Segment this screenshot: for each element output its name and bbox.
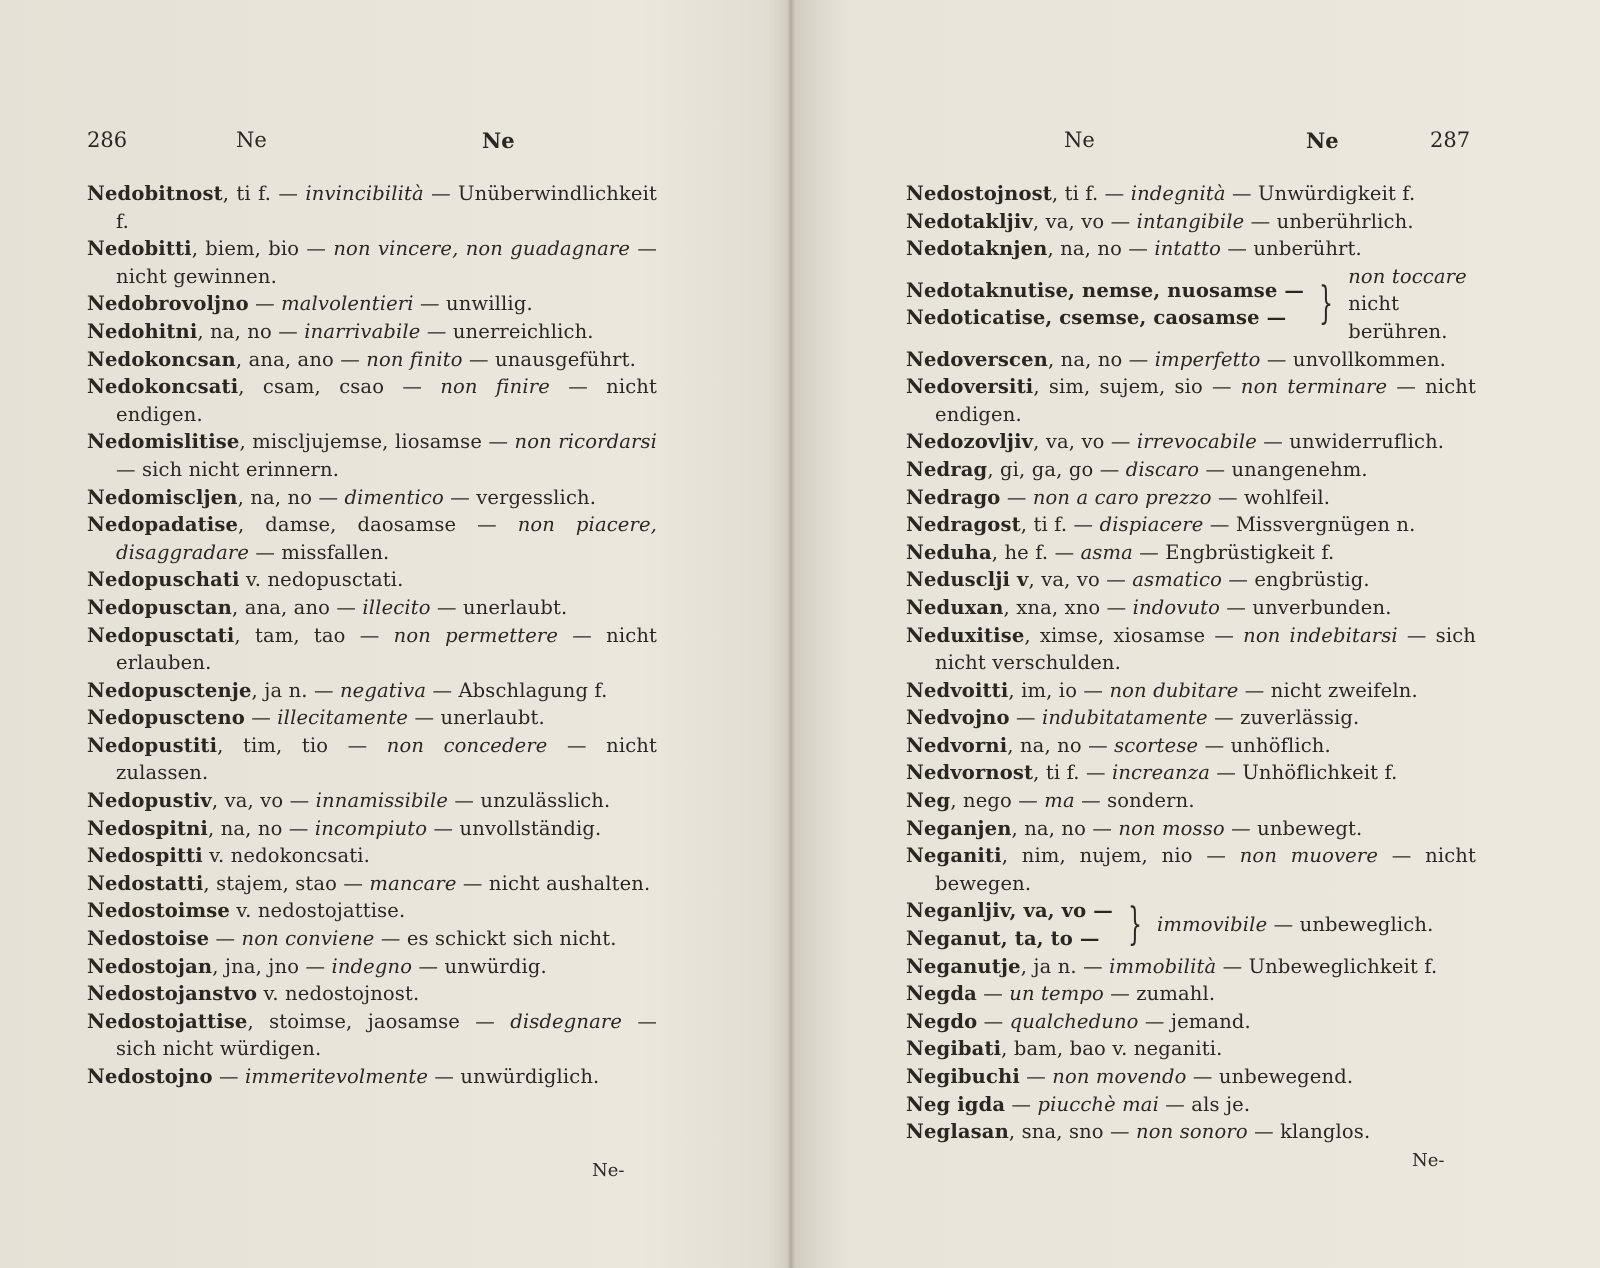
entry-headword: Nedvorni bbox=[906, 733, 1008, 757]
entry-forms: , im, io — bbox=[1008, 678, 1110, 702]
entry-italian: non finito bbox=[366, 347, 463, 371]
dictionary-entry bbox=[87, 953, 657, 981]
entry-german: — unwürdig. bbox=[412, 954, 547, 978]
dictionary-entry bbox=[87, 897, 657, 925]
page-number: 287 bbox=[1430, 128, 1471, 152]
entry-italian: indegno bbox=[331, 954, 413, 978]
entry-italian: invincibilità bbox=[305, 182, 424, 205]
entry-forms: , csam, csao — bbox=[238, 375, 441, 399]
entry-italian: non a caro prezzo bbox=[1032, 485, 1212, 509]
entry-german: — unbewegt. bbox=[1224, 816, 1363, 840]
entry-forms: , sna, sno — bbox=[1008, 1120, 1137, 1144]
entry-german: — als je. bbox=[1158, 1092, 1251, 1116]
page-number: 286 bbox=[87, 128, 128, 152]
entry-german: — unberührlich. bbox=[1244, 209, 1414, 233]
entry-forms: , va, vo — bbox=[1033, 430, 1137, 454]
entry-german: — Abschlagung f. bbox=[426, 678, 608, 702]
left-page-header bbox=[0, 128, 790, 158]
entry-forms: , stoimse, jaosamse — bbox=[247, 1009, 511, 1033]
entry-headword: Nedusclji v bbox=[906, 568, 1029, 592]
entry-italian: irrevocabile bbox=[1136, 430, 1257, 454]
entry-headword: Nedomislitise bbox=[87, 430, 240, 454]
entry-headword: Nedokoncsati bbox=[87, 375, 239, 399]
dictionary-entry bbox=[906, 622, 1476, 677]
dictionary-entry bbox=[906, 235, 1476, 263]
running-head-inner: Ne bbox=[482, 128, 515, 153]
dictionary-entry bbox=[87, 484, 657, 512]
entry-german: — Unüberwindlichkeit f. bbox=[116, 182, 657, 233]
entry-german: — unangenehm. bbox=[1199, 457, 1368, 481]
entry-headword: Nedospitni bbox=[87, 816, 208, 840]
entry-headword: Negdo bbox=[906, 1009, 978, 1033]
dictionary-entry bbox=[906, 180, 1476, 208]
right-entries-b bbox=[906, 346, 1476, 898]
dictionary-entry bbox=[906, 815, 1476, 843]
right-entries-c bbox=[906, 953, 1476, 1146]
dictionary-entry bbox=[906, 759, 1476, 787]
entry-headword: Nedotakljiv bbox=[906, 209, 1033, 233]
entry-german: — unwillig. bbox=[413, 292, 533, 316]
entry-italian: non indebitarsi bbox=[1243, 623, 1398, 647]
entry-italian: intatto bbox=[1154, 237, 1222, 261]
dictionary-entry bbox=[906, 511, 1476, 539]
entry-forms: , he f. — bbox=[991, 540, 1081, 564]
dictionary-entry bbox=[87, 373, 657, 428]
entry-headword: Nedostojan bbox=[87, 954, 213, 978]
dictionary-entry bbox=[87, 815, 657, 843]
entry-forms: v. nedopusctati. bbox=[239, 568, 404, 592]
entry-italian: increanza bbox=[1111, 761, 1210, 785]
entry-headword: Nedopusctenje bbox=[87, 678, 252, 702]
dictionary-entry bbox=[906, 1118, 1476, 1146]
entry-headword: Nedotaknjen bbox=[906, 237, 1048, 261]
dictionary-entry bbox=[87, 842, 657, 870]
catchword: Ne- bbox=[1412, 1150, 1445, 1171]
entry-german: — unerlaubt. bbox=[408, 706, 545, 730]
running-head-outer: Ne bbox=[1064, 128, 1095, 152]
dictionary-entry bbox=[906, 1008, 1476, 1036]
entry-german: — Engbrüstigkeit f. bbox=[1132, 540, 1335, 564]
entry-german: — unvollständig. bbox=[427, 816, 602, 840]
brace-group-1 bbox=[906, 263, 1476, 346]
entry-headword: Nedragost bbox=[906, 513, 1021, 537]
entry-headword: Nedvornost bbox=[906, 761, 1034, 785]
entry-italian: non vincere, non guadagnare bbox=[333, 237, 631, 261]
entry-german: — nicht endigen. bbox=[116, 375, 658, 426]
dictionary-entry bbox=[906, 428, 1476, 456]
entry-forms: , ti f. — bbox=[1051, 182, 1131, 205]
entry-headword: Nedopadatise bbox=[87, 513, 239, 537]
entry-italian: non mosso bbox=[1118, 816, 1225, 840]
entry-forms: , ti f. — bbox=[1020, 513, 1100, 537]
entry-forms: , ja n. — bbox=[251, 678, 340, 702]
entry-german: — unzulässlich. bbox=[448, 789, 611, 813]
entry-headword: Neg igda bbox=[906, 1092, 1006, 1116]
dictionary-entry bbox=[906, 677, 1476, 705]
dictionary-entry bbox=[87, 235, 657, 290]
entry-headword: Nedobitnost bbox=[87, 182, 223, 205]
entry-italian: non sonoro bbox=[1136, 1120, 1248, 1144]
dictionary-entry bbox=[87, 925, 657, 953]
entry-german: — unbewegend. bbox=[1186, 1065, 1354, 1088]
dictionary-entry bbox=[87, 704, 657, 732]
brace-line: Nedoticatise, csemse, caosamse — bbox=[906, 306, 1287, 330]
entry-forms: , ximse, xiosamse — bbox=[1024, 623, 1244, 647]
entry-headword: Nedostojattise bbox=[87, 1009, 248, 1033]
entry-forms: — bbox=[248, 292, 282, 316]
entry-forms: , miscljujemse, liosamse — bbox=[239, 430, 515, 454]
entry-headword: Neganiti bbox=[906, 844, 1002, 868]
dictionary-entry bbox=[906, 704, 1476, 732]
brace-line: Neganut, ta, to — bbox=[906, 927, 1100, 951]
entry-forms: , tim, tio — bbox=[217, 733, 387, 757]
entry-forms: v. nedostojnost. bbox=[257, 982, 420, 1006]
entry-german: — nicht endigen. bbox=[935, 375, 1476, 426]
entry-german: — nicht zweifeln. bbox=[1238, 678, 1418, 702]
entry-headword: Nedostatti bbox=[87, 871, 204, 895]
entry-forms: , va, vo — bbox=[1032, 209, 1137, 233]
entry-german: — wohlfeil. bbox=[1211, 485, 1331, 509]
entry-forms: , gi, ga, go — bbox=[987, 457, 1126, 481]
brace-italian: immovibile bbox=[1157, 913, 1268, 937]
dictionary-entry bbox=[87, 1063, 657, 1091]
entry-german: — sondern. bbox=[1074, 789, 1195, 813]
entry-headword: Neduxan bbox=[906, 595, 1004, 619]
dictionary-entry bbox=[906, 953, 1476, 981]
entry-headword: Nedoverscen bbox=[906, 347, 1048, 371]
entry-headword: Nedopuschati bbox=[87, 568, 240, 592]
entry-italian: incompiuto bbox=[314, 816, 428, 840]
entry-forms: , xna, xno — bbox=[1003, 595, 1133, 619]
brace-group-2 bbox=[906, 897, 1476, 952]
entry-headword: Nedopusctan bbox=[87, 595, 233, 619]
entry-german: — Unwürdigkeit f. bbox=[1225, 182, 1416, 205]
entry-german: — vergesslich. bbox=[443, 485, 597, 509]
brace-italian: non toccare bbox=[1348, 264, 1467, 288]
entry-forms: , sim, sujem, sio — bbox=[1033, 375, 1241, 399]
entry-italian: non concedere bbox=[386, 733, 548, 757]
entry-headword: Nedobitti bbox=[87, 237, 192, 261]
dictionary-entry bbox=[87, 1008, 657, 1063]
entry-forms: — bbox=[1009, 706, 1043, 730]
entry-forms: , ja n. — bbox=[1020, 954, 1110, 978]
entry-headword: Nedomiscljen bbox=[87, 485, 238, 509]
entry-german: — unwürdiglich. bbox=[428, 1065, 600, 1088]
entry-german: — nicht gewinnen. bbox=[116, 237, 658, 288]
entry-italian: disdegnare bbox=[510, 1009, 623, 1033]
entry-italian: non movendo bbox=[1052, 1065, 1187, 1088]
dictionary-entry bbox=[87, 787, 657, 815]
entry-german: — nicht aushalten. bbox=[456, 871, 651, 895]
entry-forms: , ti f. — bbox=[222, 182, 306, 205]
entry-forms: , stajem, stao — bbox=[203, 871, 370, 895]
entry-headword: Nedopustiv bbox=[87, 789, 212, 813]
entry-german: — jemand. bbox=[1138, 1009, 1251, 1033]
brace-bracket: } bbox=[1127, 899, 1143, 951]
entry-forms: , tam, tao — bbox=[234, 623, 394, 647]
entry-forms: — bbox=[212, 1065, 245, 1088]
entry-italian: non terminare bbox=[1240, 375, 1388, 399]
entry-italian: non piacere, disaggradare bbox=[116, 513, 657, 564]
entry-forms: — bbox=[1000, 485, 1033, 509]
entry-forms: — bbox=[977, 1009, 1010, 1033]
dictionary-entry bbox=[906, 732, 1476, 760]
entry-headword: Neduxitise bbox=[906, 623, 1025, 647]
entry-italian: innamissibile bbox=[315, 789, 449, 813]
entry-forms: , va, vo — bbox=[211, 789, 316, 813]
entry-italian: immeritevolmente bbox=[244, 1065, 429, 1088]
right-page bbox=[796, 0, 1600, 1268]
entry-german: — unwiderruflich. bbox=[1256, 430, 1445, 454]
dictionary-entry bbox=[906, 1035, 1476, 1063]
entry-headword: Neganutje bbox=[906, 954, 1021, 978]
entry-headword: Nedrago bbox=[906, 485, 1001, 509]
dictionary-entry bbox=[906, 208, 1476, 236]
entry-italian: non ricordarsi bbox=[514, 430, 657, 454]
entry-italian: dimentico bbox=[344, 485, 444, 509]
dictionary-entry bbox=[906, 373, 1476, 428]
entry-headword: Nedostoimse bbox=[87, 899, 230, 923]
entry-headword: Negda bbox=[906, 982, 977, 1006]
entry-italian: asmatico bbox=[1132, 568, 1222, 592]
entry-german: — zumahl. bbox=[1103, 982, 1216, 1006]
entry-forms: , bam, bao v. neganiti. bbox=[1001, 1037, 1223, 1061]
entry-italian: indegnità bbox=[1130, 182, 1226, 205]
entry-german: — sich nicht würdigen. bbox=[116, 1009, 657, 1061]
entry-forms: v. nedostojattise. bbox=[229, 899, 406, 923]
catchword: Ne- bbox=[592, 1160, 625, 1181]
entry-german: — sich nicht erinnern. bbox=[116, 457, 340, 481]
entry-headword: Nedokoncsan bbox=[87, 347, 236, 371]
dictionary-entry bbox=[87, 732, 657, 787]
entry-italian: indovuto bbox=[1132, 595, 1221, 619]
right-page-header bbox=[796, 128, 1600, 158]
entry-german: — Unbeweglichkeit f. bbox=[1216, 954, 1438, 978]
dictionary-entry bbox=[87, 346, 657, 374]
dictionary-entry bbox=[906, 980, 1476, 1008]
entry-italian: non permettere bbox=[393, 623, 559, 647]
entry-headword: Nedohitni bbox=[87, 319, 198, 343]
dictionary-entry bbox=[87, 428, 657, 483]
entry-headword: Nedostojanstvo bbox=[87, 982, 258, 1006]
entry-headword: Nedospitti bbox=[87, 844, 203, 868]
running-head-outer: Ne bbox=[236, 128, 267, 152]
dictionary-entry bbox=[87, 180, 657, 235]
entry-headword: Negibuchi bbox=[906, 1065, 1020, 1088]
entry-headword: Nedopusctati bbox=[87, 623, 235, 647]
dictionary-entry bbox=[906, 346, 1476, 374]
entry-forms: — bbox=[209, 927, 242, 951]
dictionary-entry bbox=[906, 787, 1476, 815]
dictionary-entry bbox=[87, 870, 657, 898]
entry-headword: Nedostojnost bbox=[906, 182, 1052, 205]
entry-german: — missfallen. bbox=[249, 540, 390, 564]
entry-headword: Nedostoise bbox=[87, 927, 210, 951]
entry-forms: , na, no — bbox=[197, 319, 305, 343]
entry-headword: Nedopuscteno bbox=[87, 706, 245, 730]
entry-headword: Neganjen bbox=[906, 816, 1012, 840]
entry-italian: negativa bbox=[339, 678, 427, 702]
entry-headword: Nedopustiti bbox=[87, 733, 218, 757]
entry-forms: , nego — bbox=[950, 789, 1045, 813]
entry-forms: , na, no — bbox=[1007, 733, 1115, 757]
entry-italian: piucchè mai bbox=[1037, 1092, 1159, 1116]
entry-italian: indubitatamente bbox=[1042, 706, 1208, 730]
dictionary-entry bbox=[906, 842, 1476, 897]
entry-forms: — bbox=[1019, 1065, 1053, 1088]
entry-headword: Nedozovljiv bbox=[906, 430, 1034, 454]
entry-italian: non conviene bbox=[241, 927, 375, 951]
entry-forms: , damse, daosamse — bbox=[238, 513, 518, 537]
entry-forms: , na, no — bbox=[237, 485, 345, 509]
dictionary-entry bbox=[87, 290, 657, 318]
brace-german: nicht berühren. bbox=[1348, 292, 1448, 343]
entry-headword: Neglasan bbox=[906, 1120, 1009, 1144]
entry-headword: Nedobrovoljno bbox=[87, 292, 249, 316]
entry-forms: , na, no — bbox=[1047, 347, 1155, 371]
entry-headword: Negibati bbox=[906, 1037, 1002, 1061]
entry-german: — unberührt. bbox=[1221, 237, 1362, 261]
dictionary-entry bbox=[87, 622, 657, 677]
entry-german: — Missvergnügen n. bbox=[1203, 513, 1416, 537]
entry-german: — Unhöflichkeit f. bbox=[1209, 761, 1398, 785]
entry-forms: , ana, ano — bbox=[235, 347, 367, 371]
entry-forms: — bbox=[976, 982, 1010, 1006]
entry-italian: immobilità bbox=[1109, 954, 1217, 978]
entry-italian: discaro bbox=[1125, 457, 1200, 481]
entry-german: — unverbunden. bbox=[1220, 595, 1392, 619]
entry-italian: non dubitare bbox=[1109, 678, 1239, 702]
entry-german: — unerlaubt. bbox=[430, 595, 568, 619]
entry-headword: Nedoversiti bbox=[906, 375, 1034, 399]
dictionary-entry bbox=[906, 1063, 1476, 1091]
entry-german: — engbrüstig. bbox=[1221, 568, 1370, 592]
entry-italian: scortese bbox=[1114, 733, 1199, 757]
entry-headword: Neg bbox=[906, 789, 951, 813]
right-entries-a bbox=[906, 180, 1476, 263]
brace-bracket: } bbox=[1319, 278, 1334, 330]
dictionary-entry bbox=[87, 318, 657, 346]
dictionary-entry bbox=[87, 980, 657, 1008]
entry-headword: Nedvoitti bbox=[906, 678, 1009, 702]
dictionary-entry bbox=[906, 539, 1476, 567]
dictionary-entry bbox=[87, 677, 657, 705]
entry-german: — es schickt sich nicht. bbox=[374, 927, 617, 951]
entry-german: — unausgeführt. bbox=[462, 347, 636, 371]
entry-italian: intangibile bbox=[1136, 209, 1245, 233]
entry-german: — nicht zulassen. bbox=[116, 733, 657, 785]
entry-italian: illecito bbox=[362, 595, 431, 619]
entry-german: — nicht erlauben. bbox=[116, 623, 658, 675]
entry-forms: — bbox=[244, 706, 278, 730]
entry-forms: , nim, nujem, nio — bbox=[1001, 844, 1240, 868]
dictionary-entry bbox=[906, 1091, 1476, 1119]
entry-italian: illecitamente bbox=[277, 706, 409, 730]
entry-italian: dispiacere bbox=[1099, 513, 1204, 537]
entry-forms: v. nedokoncsati. bbox=[202, 844, 370, 868]
entry-forms: , na, no — bbox=[1047, 237, 1155, 261]
entry-italian: ma bbox=[1044, 789, 1075, 813]
dictionary-entry bbox=[906, 484, 1476, 512]
entry-italian: non muovere bbox=[1239, 844, 1379, 868]
brace-line: Neganljiv, va, vo — bbox=[906, 899, 1113, 923]
entry-italian: mancare bbox=[369, 871, 457, 895]
entry-italian: non finire bbox=[440, 375, 550, 399]
dictionary-entry bbox=[906, 566, 1476, 594]
dictionary-entry bbox=[87, 511, 657, 566]
entry-forms: , na, no — bbox=[208, 816, 315, 840]
dictionary-entry bbox=[87, 566, 657, 594]
entry-forms: , ana, ano — bbox=[232, 595, 363, 619]
entry-german: — sich nicht verschulden. bbox=[935, 623, 1477, 675]
entry-italian: malvolentieri bbox=[281, 292, 414, 316]
left-entries bbox=[87, 180, 657, 1091]
entry-german: — klanglos. bbox=[1247, 1120, 1371, 1144]
dictionary-entry bbox=[87, 594, 657, 622]
entry-forms: , biem, bio — bbox=[191, 237, 334, 261]
running-head-inner: Ne bbox=[1306, 128, 1339, 153]
entry-forms: , ti f. — bbox=[1033, 761, 1112, 785]
entry-italian: qualcheduno bbox=[1009, 1009, 1139, 1033]
entry-headword: Nedostojno bbox=[87, 1065, 213, 1088]
entry-german: — nicht bewegen. bbox=[935, 844, 1476, 895]
entry-forms: , va, vo — bbox=[1028, 568, 1133, 592]
dictionary-entry bbox=[906, 594, 1476, 622]
left-page bbox=[0, 0, 790, 1268]
entry-forms: , na, no — bbox=[1011, 816, 1119, 840]
brace-line: Nedotaknutise, nemse, nuosamse — bbox=[906, 278, 1305, 302]
entry-italian: inarrivabile bbox=[304, 319, 421, 343]
entry-headword: Neduha bbox=[906, 540, 992, 564]
entry-german: — zuverlässig. bbox=[1207, 706, 1360, 730]
right-entries bbox=[906, 180, 1476, 1146]
entry-german: — unvollkommen. bbox=[1260, 347, 1447, 371]
brace-german: — unbeweglich. bbox=[1273, 913, 1434, 937]
entry-headword: Nedrag bbox=[906, 457, 988, 481]
entry-headword: Nedvojno bbox=[906, 706, 1010, 730]
entry-italian: un tempo bbox=[1009, 982, 1104, 1006]
entry-italian: imperfetto bbox=[1154, 347, 1261, 371]
dictionary-entry bbox=[906, 456, 1476, 484]
entry-german: — unhöflich. bbox=[1198, 733, 1331, 757]
entry-german: — unerreichlich. bbox=[420, 319, 594, 343]
entry-forms: — bbox=[1005, 1092, 1038, 1116]
entry-forms: , jna, jno — bbox=[212, 954, 332, 978]
entry-italian: asma bbox=[1080, 540, 1133, 564]
